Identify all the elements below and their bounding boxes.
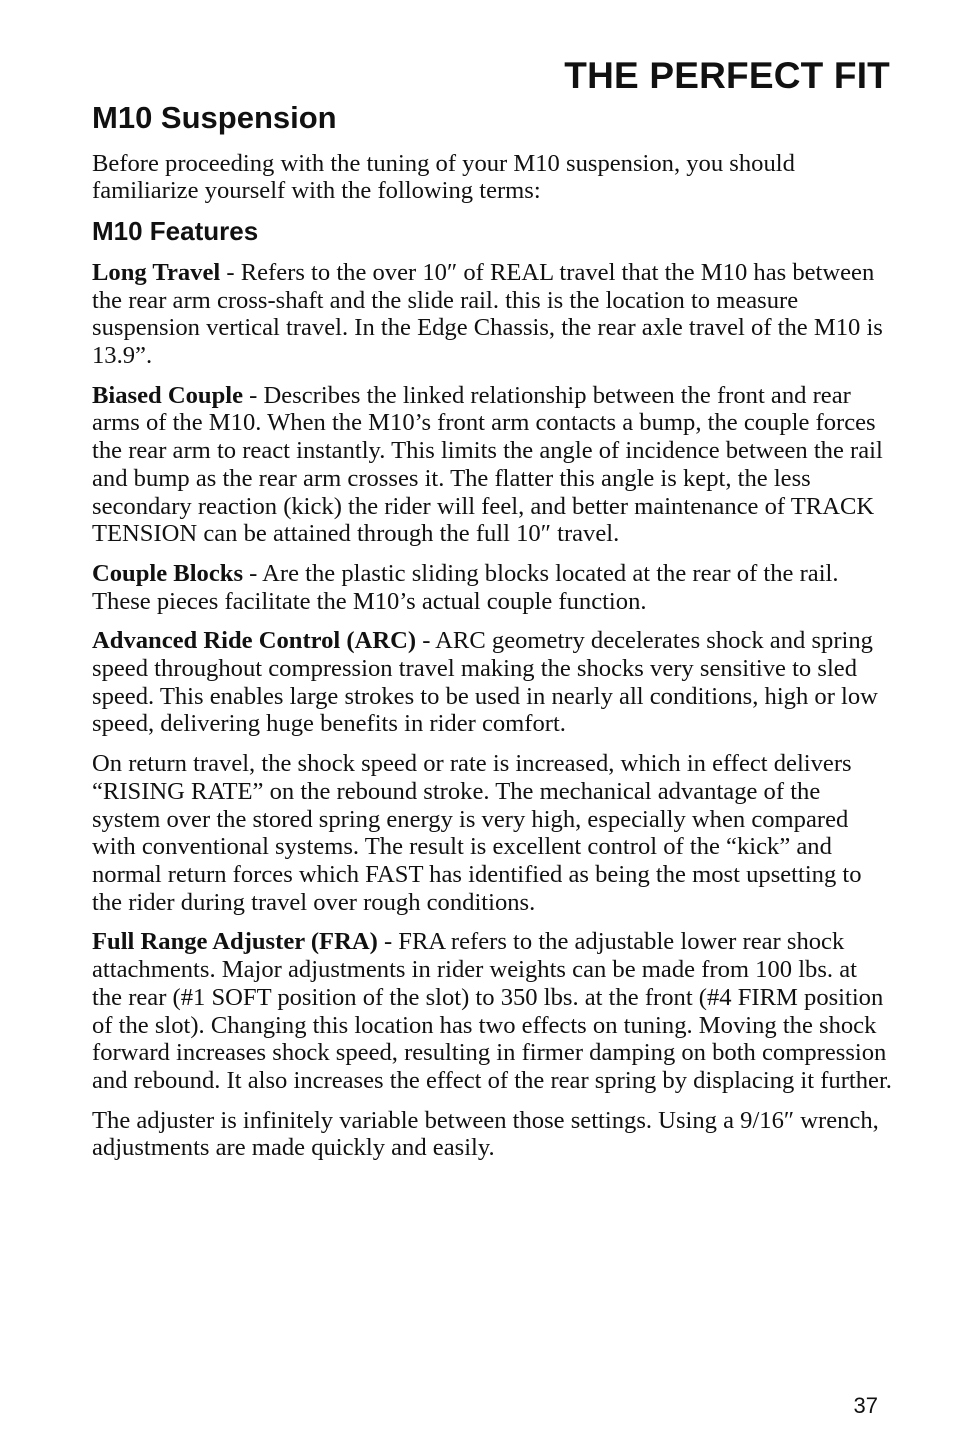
section-title: M10 Suspension bbox=[92, 100, 337, 135]
feature-description: - Are the plastic sliding blocks located at the rear of the rail. These pieces facilitate the M10’s actual couple function. bbox=[92, 559, 839, 615]
feature-arc bbox=[92, 627, 892, 738]
adjuster-note-paragraph: The adjuster is infinitely variable between those settings. Using a 9/16″ wrench, adjustments are made quickly and easily. bbox=[92, 1106, 879, 1162]
page-number: 37 bbox=[853, 1393, 878, 1418]
feature-term: Couple Blocks bbox=[92, 559, 244, 587]
feature-description: - FRA refers to the adjustable lower rear shock attachments. Major adjustments in rider weights can be made from 100 lbs. at the rear (#1 SOFT position of the slot) to 350 lbs. at the front (#4 FIRM position of the slot). Changing this location has two effects on tuning. Moving the shock forward increases shock speed, resulting in firmer damping on both compression and rebound. It also increases the effect of the rear spring by displacing it further. bbox=[92, 928, 892, 1094]
feature-biased-couple bbox=[92, 382, 892, 548]
feature-term: Advanced Ride Control (ARC) bbox=[92, 627, 417, 655]
feature-description: - ARC geometry decelerates shock and spring speed throughout compression travel making the shocks very sensitive to sled speed. This enables large strokes to be used in nearly all conditions, high or low speed, delivering huge benefits in rider comfort. bbox=[92, 627, 878, 738]
main-content bbox=[92, 100, 892, 1174]
arc-return-paragraph: On return travel, the shock speed or rate is increased, which in effect delivers “RISING RATE” on the rebound stroke. The mechanical advantage of the system over the stored spring energy is very high, especially when compared with conventional systems. The result is excellent control of the “kick” and normal return forces which FAST has identified as being the most upsetting to the rider during travel over rough conditions. bbox=[92, 750, 862, 916]
features-title: M10 Features bbox=[92, 216, 259, 247]
feature-fra bbox=[92, 928, 892, 1094]
feature-term: Full Range Adjuster (FRA) bbox=[92, 928, 378, 956]
feature-description: - Describes the linked relationship between the front and rear arms of the M10. When the M10’s front arm contacts a bump, the couple forces the rear arm to react instantly. This limits the angle of incidence between the rail and bump as the rear arm crosses it. The flatter this angle is kept, the less secondary reaction (kick) the rider will feel, and better maintenance of TRACK TENSION can be attained through the full 10″ travel. bbox=[92, 381, 883, 548]
intro-paragraph: Before proceeding with the tuning of your M10 suspension, you should familiarize yourself with the following terms: bbox=[92, 149, 795, 205]
feature-long-travel bbox=[92, 259, 892, 370]
feature-description: - Refers to the over 10″ of REAL travel that the M10 has between the rear arm cross-shaft and the slide rail. this is the location to measure suspension vertical travel. In the Edge Chassis, the rear axle travel of the M10 is 13.9”. bbox=[92, 258, 883, 370]
feature-term: Biased Couple bbox=[92, 381, 244, 409]
feature-couple-blocks bbox=[92, 560, 892, 615]
page-header-title: THE PERFECT FIT bbox=[564, 55, 890, 96]
feature-term: Long Travel bbox=[92, 258, 221, 286]
